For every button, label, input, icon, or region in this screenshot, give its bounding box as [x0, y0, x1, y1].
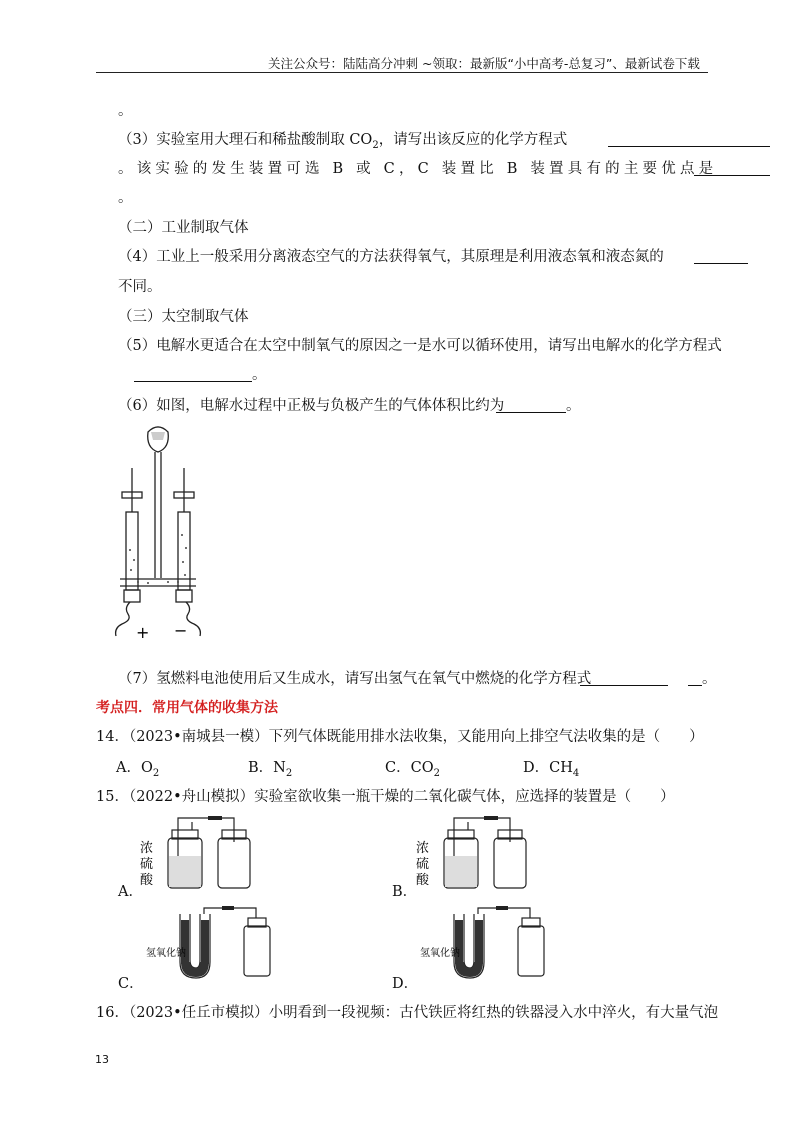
naoh-label-d: 氢氧化钠 [420, 948, 460, 959]
acid-label-b-1: 浓 [416, 841, 430, 856]
q14-d-sub: 4 [572, 767, 580, 779]
question-4-line1: （4）工业上一般采用分离液态空气的方法获得氧气，其原理是利用液态氧和液态氮的 [118, 249, 664, 265]
q5-blank[interactable] [134, 368, 252, 382]
question-3-line2: 。该实验的发生装置可选 B 或 C，C 装置比 B 装置具有的主要优点是 [118, 161, 718, 177]
acid-label-3: 酸 [140, 873, 154, 888]
q14-c-text: C．CO [385, 760, 434, 776]
page-number: 13 [95, 1053, 109, 1066]
electrolysis-apparatus-figure [108, 420, 218, 645]
q3-blank-2[interactable] [694, 162, 770, 176]
question-6-end: 。 [566, 398, 581, 414]
q14-a-sub: 2 [152, 767, 160, 779]
q7-blank-2[interactable] [688, 672, 702, 686]
topic-4-title: 考点四．常用气体的收集方法 [96, 700, 278, 716]
section-2-title: （二）工业制取气体 [118, 220, 249, 236]
question-5-line1: （5）电解水更适合在太空中制氧气的原因之一是水可以循环使用，请写出电解水的化学方程式 [118, 338, 722, 354]
q3-blank-1[interactable] [608, 133, 770, 147]
question-4-line2: 不同。 [118, 279, 162, 295]
q7-blank-1[interactable] [580, 672, 668, 686]
q15-option-b[interactable]: B． [392, 884, 418, 900]
q15-figure-a [138, 812, 258, 892]
q3-text-a: （3）实验室用大理石和稀盐酸制取 CO [118, 132, 373, 148]
q14-option-b[interactable] [248, 759, 292, 783]
q15-figure-c [146, 904, 276, 984]
question-16: 16．（2023•任丘市模拟）小明看到一段视频：古代铁匠将红热的铁器浸入水中淬火，有大量气泡 [96, 1005, 719, 1021]
question-6-line: （6）如图，电解水过程中正极与负极产生的气体体积比约为 [118, 398, 505, 414]
q15-figure-b [414, 812, 534, 892]
q15-option-d[interactable]: D． [392, 976, 419, 992]
q14-option-d[interactable] [523, 759, 579, 783]
question-7-line: （7）氢燃料电池使用后又生成水，请写出氢气在氧气中燃烧的化学方程式 [118, 671, 592, 687]
positive-terminal-label: + [136, 623, 150, 642]
q3-text-b: ，请写出该反应的化学方程式 [378, 132, 568, 148]
acid-label-b-3: 酸 [416, 873, 430, 888]
page-header: 关注公众号：陆陆高分冲刺 ~领取：最新版“小中高考-总复习”、最新试卷下载 [268, 56, 700, 71]
q14-a-text: A．O [116, 760, 153, 776]
negative-terminal-label: − [174, 621, 188, 640]
q14-option-c[interactable] [385, 759, 440, 783]
q14-b-sub: 2 [285, 767, 293, 779]
q14-option-a[interactable] [116, 759, 159, 783]
acid-label-b-2: 硫 [416, 857, 430, 872]
section-3-title: （三）太空制取气体 [118, 309, 249, 325]
line-prev-end: 。 [118, 103, 133, 119]
acid-label-2: 硫 [140, 857, 154, 872]
question-5-end: 。 [252, 367, 267, 383]
header-rule [96, 72, 708, 73]
question-15: 15．（2022•舟山模拟）实验室欲收集一瓶干燥的二氧化碳气体，应选择的装置是（ ） [96, 789, 675, 805]
naoh-label-c: 氢氧化钠 [146, 948, 186, 959]
q3-sub: 2 [372, 139, 379, 151]
question-7-end: 。 [702, 671, 717, 687]
q6-blank[interactable] [496, 399, 566, 413]
q14-d-text: D．CH [523, 760, 573, 776]
acid-label-1: 浓 [140, 841, 154, 856]
question-3-line3: 。 [118, 190, 133, 206]
question-14: 14．（2023•南城县一模）下列气体既能用排水法收集，又能用向上排空气法收集的是（ ） [96, 729, 704, 745]
q15-figure-d [420, 904, 550, 984]
question-3-line1 [118, 131, 567, 155]
q15-option-a[interactable]: A． [118, 884, 143, 900]
q14-b-text: B．N [248, 760, 286, 776]
q15-option-c[interactable]: C． [118, 976, 144, 992]
q4-blank[interactable] [694, 250, 748, 264]
q14-c-sub: 2 [433, 767, 440, 779]
